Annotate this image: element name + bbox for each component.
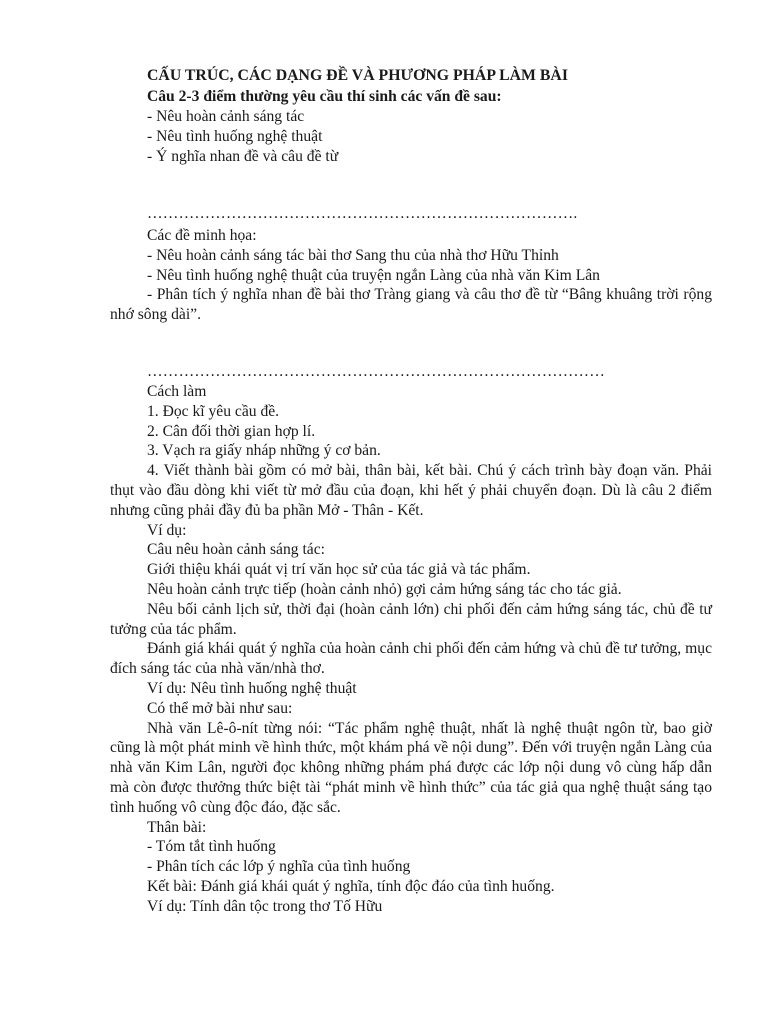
paragraph: Kết bài: Đánh giá khái quát ý nghĩa, tính độc đáo của tình huống. [147,877,555,895]
examples-label: Các đề minh họa: [147,227,257,244]
list-item: - Ý nghĩa nhan đề và câu đề từ [147,147,339,165]
example-label: Ví dụ: Tính dân tộc trong thơ Tố Hữu [147,897,383,915]
paragraph: Nêu hoàn cảnh trực tiếp (hoàn cảnh nhỏ) gợi cảm hứng sáng tác cho tác giả. [147,580,622,598]
document-title: CẤU TRÚC, CÁC DẠNG ĐỀ VÀ PHƯƠNG PHÁP LÀM BÀI [147,67,568,84]
method-step: 2. Cân đối thời gian hợp lí. [147,422,316,440]
paragraph: Nêu bối cảnh lịch sử, thời đại (hoàn cảnh lớn) chi phối đến cảm hứng sáng tác, chủ đề tư tưởng của tác phẩm. [110,600,712,638]
separator-dots: ………………………………………………………………………. [147,205,578,222]
method-step: 1. Đọc kĩ yêu cầu đề. [147,402,280,420]
example-label: Ví dụ: Nêu tình huống nghệ thuật [147,679,357,697]
list-item: - Phân tích các lớp ý nghĩa của tình huống [147,858,411,876]
separator-dots: …………………………………………………………………………… [147,363,606,380]
requirements-list [110,107,712,166]
list-item: - Nêu tình huống nghệ thuật của truyện ngắn Làng của nhà văn Kim Lân [147,266,600,284]
examples-section [110,226,712,325]
list-item: - Tóm tắt tình huống [147,838,276,856]
list-item: - Phân tích ý nghĩa nhan đề bài thơ Tràng giang và câu thơ đề từ “Bâng khuâng trời rộng nhớ sông dài”. [110,286,712,324]
method-step: 3. Vạch ra giấy nháp những ý cơ bản. [147,442,381,460]
paragraph: Giới thiệu khái quát vị trí văn học sử của tác giả và tác phẩm. [147,561,531,579]
method-step: 4. Viết thành bài gồm có mở bài, thân bài, kết bài. Chú ý cách trình bày đoạn văn. Phải thụt vào đầu dòng khi viết từ mở đầu của đoạn, khi hết ý phải chuyển đoạn. Dù là câu 2 điểm nhưng cũng phải đầy đủ ba phần Mở - Thân - Kết. [110,462,712,519]
example-label: Ví dụ: [147,521,187,539]
method-label: Cách làm [147,383,207,400]
method-section [110,382,712,917]
list-item: - Nêu tình huống nghệ thuật [147,127,323,145]
paragraph: Có thể mở bài như sau: [147,699,293,717]
list-item: - Nêu hoàn cảnh sáng tác bài thơ Sang thu của nhà thơ Hữu Thỉnh [147,246,559,264]
paragraph: Nhà văn Lê-ô-nít từng nói: “Tác phẩm nghệ thuật, nhất là nghệ thuật ngôn từ, bao giờ cũng là một phát minh về hình thức, một khám phá về nội dung”. Đến với truyện ngắn Làng của nhà văn Kim Lân, người đọc không những phám phá được các lớp nội dung vô cùng hấp dẫn mà còn được thưởng thức biệt tài “phát minh về hình thức” của tác giả qua nghệ thuật sáng tạo tình huống vô cùng độc đáo, đặc sắc. [110,719,712,816]
list-item: - Nêu hoàn cảnh sáng tác [147,108,305,125]
example-question: Câu nêu hoàn cảnh sáng tác: [147,541,325,559]
body-label: Thân bài: [147,818,207,836]
paragraph: Đánh giá khái quát ý nghĩa của hoàn cảnh chi phối đến cảm hứng và chủ đề tư tưởng, mục đích sáng tác của nhà văn/nhà thơ. [110,640,712,678]
document-subtitle: Câu 2-3 điểm thường yêu cầu thí sinh các vấn đề sau: [147,88,502,105]
